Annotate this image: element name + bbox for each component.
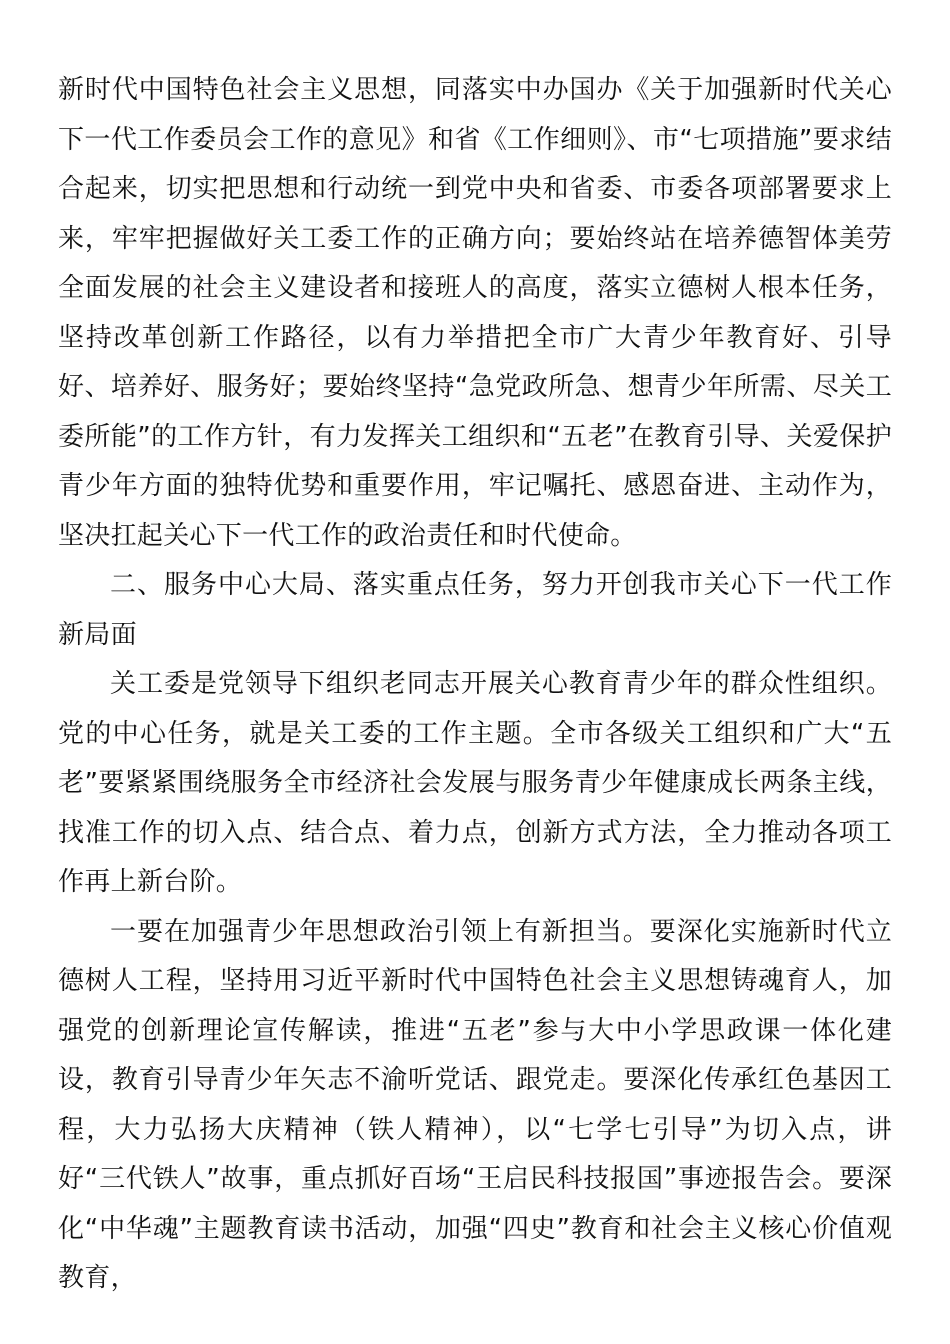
section-heading: 二、服务中心大局、落实重点任务，努力开创我市关心下一代工作新局面: [58, 570, 892, 650]
paragraph-point-one: 一要在加强青少年思想政治引领上有新担当。要深化实施新时代立德树人工程，坚持用习近平新时代中国特色社会主义思想铸魂育人，加强党的创新理论宣传解读，推进“五老”参与大中小学思政课一体化建设，教育引导青少年矢志不渝听党话、跟党走。要深化传承红色基因工程，大力弘扬大庆精神（铁人精神），以“七学七引导”为切入点，讲好“三代铁人”故事，重点抓好百场“王启民科技报国”事迹报告会。要深化“中华魂”主题教育读书活动，加强“四史”教育和社会主义核心价值观教育，: [58, 916, 892, 1293]
paragraph-continuation: 新时代中国特色社会主义思想，同落实中办国办《关于加强新时代关心下一代工作委员会工作的意见》和省《工作细则》、市“七项措施”要求结合起来，切实把思想和行动统一到党中央和省委、市委各项部署要求上来，牢牢把握做好关工委工作的正确方向；要始终站在培养德智体美劳全面发展的社会主义建设者和接班人的高度，落实立德树人根本任务，坚持改革创新工作路径，以有力举措把全市广大青少年教育好、引导好、培养好、服务好；要始终坚持“急党政所急、想青少年所需、尽关工委所能”的工作方针，有力发挥关工组织和“五老”在教育引导、关爱保护青少年方面的独特优势和重要作用，牢记嘱托、感恩奋进、主动作为，坚决扛起关心下一代工作的政治责任和时代使命。: [58, 75, 892, 551]
paragraph-intro: 关工委是党领导下组织老同志开展关心教育青少年的群众性组织。党的中心任务，就是关工委的工作主题。全市各级关工组织和广大“五老”要紧紧围绕服务全市经济社会发展与服务青少年健康成长两条主线，找准工作的切入点、结合点、着力点，创新方式方法，全力推动各项工作再上新台阶。: [58, 669, 892, 897]
document-body: [58, 66, 892, 1304]
